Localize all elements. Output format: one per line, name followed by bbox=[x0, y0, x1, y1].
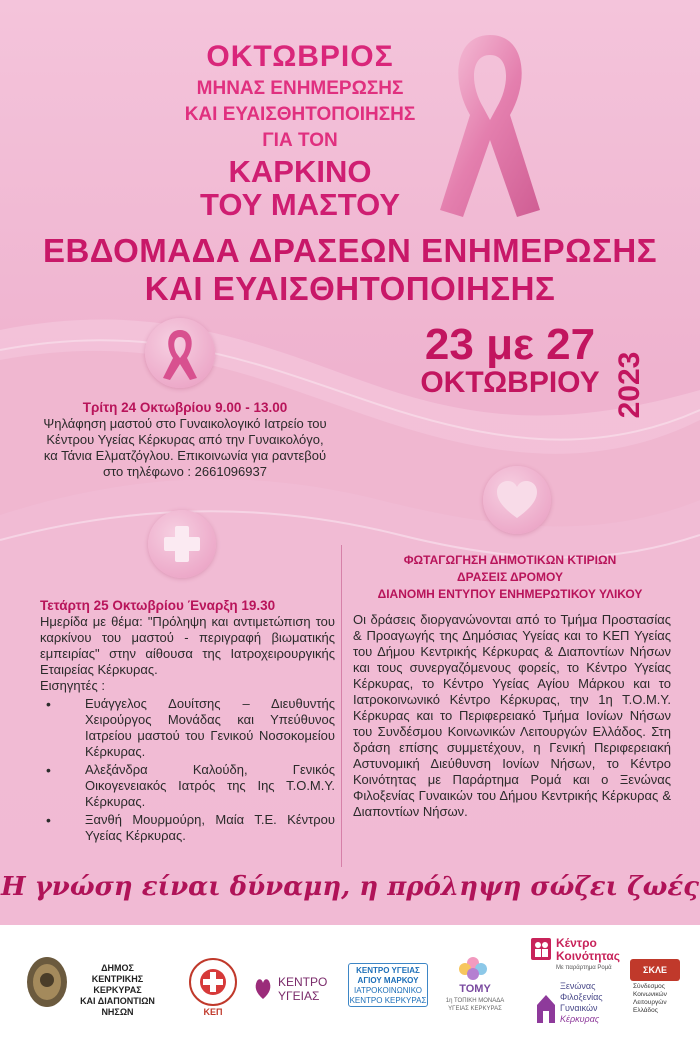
day2-description: Ημερίδα με θέμα: "Πρόληψη και αντιμετώπιση του καρκίνου του μαστού - περιγραφή βιωματικής εμπειρίας" στην αίθουσα της Ιατροχειρουργικής Εταιρείας Κέρκυρας. bbox=[40, 614, 335, 677]
day1-body: Ψηλάφηση μαστού στο Γυναικολογικό Ιατρείο του Κέντρου Υγείας Κέρκυρας από την Γυναικολόγο, κα Τάνια Ελματζόγλου. Επικοινωνία για ραντεβού στο τηλέφωνο : 2661096937 bbox=[43, 416, 327, 479]
tomy-label: ΤΟΜΥ bbox=[459, 983, 491, 995]
kentro-ygeias-icon bbox=[252, 975, 274, 1001]
ribbon-circle-icon bbox=[145, 318, 215, 388]
skle-line: Λειτουργών bbox=[633, 999, 667, 1006]
month-line-3: ΓΙΑ ΤΟΝ bbox=[262, 130, 338, 151]
date-year: 2023 bbox=[613, 351, 646, 419]
activities-heading-2: ΔΡΑΣΕΙΣ ΔΡΟΜΟΥ bbox=[457, 570, 563, 584]
skle-line: Ελλάδος bbox=[633, 1007, 658, 1014]
xenonas-name bbox=[560, 981, 603, 1025]
dimos-line: ΚΕΡΚΥΡΑΣ bbox=[93, 985, 142, 995]
kentro-ygeias-logo bbox=[252, 975, 274, 1006]
pink-ribbon-icon bbox=[425, 25, 555, 225]
speakers-list bbox=[40, 696, 335, 844]
day1-heading: Τρίτη 24 Οκτωβρίου 9.00 - 13.00 bbox=[82, 400, 288, 415]
week-title-1: ΕΒΔΟΜΑΔΑ ΔΡΑΣΕΩΝ ΕΝΗΜΕΡΩΣΗΣ bbox=[42, 232, 658, 269]
dimos-logo bbox=[25, 955, 69, 1014]
kentro-koinotitas-line: Κοινότητας bbox=[556, 949, 621, 963]
heart-icon bbox=[483, 466, 551, 534]
dimos-line: ΝΗΣΩΝ bbox=[101, 1007, 134, 1017]
tomy-sub: 1η ΤΟΠΙΚΗ ΜΟΝΑΔΑ ΥΓΕΙΑΣ ΚΕΡΚΥΡΑΣ bbox=[445, 998, 505, 1012]
skle-logo: ΣΚΛΕ bbox=[630, 959, 680, 981]
skle-line: Κοινωνικών bbox=[633, 991, 667, 998]
agios-markos-line: ΚΕΝΤΡΟ ΚΕΡΚΥΡΑΣ bbox=[349, 996, 427, 1005]
sponsor-footer bbox=[0, 925, 700, 1050]
kentro-ygeias-line: ΚΕΝΤΡΟ bbox=[278, 975, 328, 989]
week-title-2: ΚΑΙ ΕΥΑΙΣΘΗΤΟΠΟΙΗΣΗΣ bbox=[144, 270, 556, 307]
skle-sub bbox=[633, 983, 667, 1015]
breast-title: ΤΟΥ ΜΑΣΤΟΥ bbox=[199, 187, 401, 222]
dimos-line: ΔΗΜΟΣ ΚΕΝΤΡΙΚΗΣ bbox=[91, 963, 144, 984]
dimos-name bbox=[75, 963, 160, 1018]
kentro-koinotitas-name bbox=[556, 937, 620, 963]
speaker-item: • Αλεξάνδρα Καλούδη, Γενικός Οικογενειακός Ιατρός της Ιης Τ.Ο.Μ.Υ. Κέρκυρας. bbox=[40, 762, 335, 810]
agios-markos-line: ΑΓΙΟΥ ΜΑΡΚΟΥ bbox=[357, 976, 419, 985]
day2-body bbox=[40, 614, 335, 844]
activities-heading bbox=[350, 552, 670, 603]
activities-heading-1: ΦΩΤΑΓΩΓΗΣΗ ΔΗΜΟΤΙΚΩΝ ΚΤΙΡΙΩΝ bbox=[403, 553, 617, 567]
month-line-1: ΜΗΝΑΣ ΕΝΗΜΕΡΩΣΗΣ bbox=[196, 78, 404, 99]
speaker-item: • Ευάγγελος Δουίτσης – Διευθυντής Χειρούργος Μονάδας και Υπεύθυνος Ιατρείου μαστού του Γενικού Νοσοκομείου Κέρκυρας. bbox=[40, 696, 335, 760]
column-divider bbox=[341, 545, 342, 867]
kep-label: ΚΕΠ bbox=[203, 1007, 223, 1017]
kentro-koinotitas-sub: Με παράρτημα Ρομά bbox=[556, 965, 612, 971]
xenonas-line: Ξενώνας bbox=[560, 981, 596, 991]
cancer-title: ΚΑΡΚΙΝΟ bbox=[228, 154, 372, 189]
agios-markos-logo bbox=[348, 963, 428, 1007]
house-icon bbox=[535, 987, 557, 1027]
tomy-flower-icon bbox=[456, 955, 490, 981]
xenonas-line: Γυναικών bbox=[560, 1003, 598, 1013]
motto: Η γνώση είναι δύναμη, η πρόληψη σώζει ζωές bbox=[1, 872, 699, 902]
month-line-2: ΚΑΙ ΕΥΑΙΣΘΗΤΟΠΟΙΗΣΗΣ bbox=[184, 104, 416, 125]
dimos-line: ΚΑΙ ΔΙΑΠΟΝΤΙΩΝ bbox=[80, 996, 155, 1006]
xenonas-line: Κέρκυρας bbox=[560, 1014, 600, 1024]
day2-heading: Τετάρτη 25 Οκτωβρίου Έναρξη 19.30 bbox=[40, 598, 276, 613]
xenonas-line: Φιλοξενίας bbox=[560, 992, 603, 1002]
kep-badge-icon bbox=[188, 957, 238, 1007]
month-title: ΟΚΤΩΒΡΙΟΣ bbox=[206, 40, 394, 73]
skle-line: Σύνδεσμος bbox=[633, 983, 665, 990]
event-dates bbox=[400, 320, 620, 400]
activities-body: Οι δράσεις διοργανώνονται από το Τμήμα Προστασίας & Προαγωγής της Δημόσιας Υγείας και το ΚΕΠ Υγείας του Δήμου Κεντρικής Κέρκυρας & Διαποντίων Νήσων και τους συνεργαζόμενους φορείς, το Κέντρο Υγείας Κέρκυρας, το Κέντρο Υγείας Αγίου Μάρκου και το Ιατροκοινωνικό Κέντρο Κέρκυρας, την 1η Τ.Ο.Μ.Υ. Κέρκυρας και το Περιφερειακό Τμήμα Ιονίων Νήσων του Συνδέσμου Κοινωνικών Λειτουργών Ελλάδος. Στη δράση επίσης συμμετέχουν, η Γενική Περιφερειακή Αστυνομική Διεύθυνση Ιονίων Νήσων, το Κέντρο Κοινότητας με Παράρτημα Ρομά και ο Ξενώνας Φιλοξενίας Γυναικών του Δήμου Κεντρικής Κέρκυρας & Διαποντίων Νήσων. bbox=[353, 612, 671, 819]
agios-markos-line: ΙΑΤΡΟΚΟΙΝΩΝΙΚΟ bbox=[353, 986, 422, 995]
date-range: 23 με 27 bbox=[424, 320, 596, 369]
kentro-koinotitas-logo bbox=[530, 937, 552, 966]
kentro-ygeias-line: ΥΓΕΙΑΣ bbox=[278, 989, 320, 1003]
medical-cross-icon bbox=[148, 510, 216, 578]
speakers-label: Εισηγητές : bbox=[40, 678, 105, 693]
dimos-crest-icon bbox=[25, 955, 69, 1009]
community-people-icon bbox=[530, 937, 552, 961]
speaker-item: • Ξανθή Μουρμούρη, Μαία Τ.Ε. Κέντρου Υγείας Κέρκυρας. bbox=[40, 812, 335, 844]
kentro-koinotitas-line: Κέντρο bbox=[556, 936, 597, 950]
date-month: ΟΚΤΩΒΡΙΟΥ bbox=[420, 366, 600, 399]
xenonas-logo bbox=[535, 987, 557, 1032]
kentro-ygeias-name bbox=[278, 975, 327, 1003]
agios-markos-line: ΚΕΝΤΡΟ ΥΓΕΙΑΣ bbox=[356, 966, 420, 975]
tomy-logo bbox=[456, 955, 490, 986]
kep-logo bbox=[188, 957, 238, 1012]
activities-heading-3: ΔΙΑΝΟΜΗ ΕΝΤΥΠΟΥ ΕΝΗΜΕΡΩΤΙΚΟΥ ΥΛΙΚΟΥ bbox=[377, 587, 643, 601]
